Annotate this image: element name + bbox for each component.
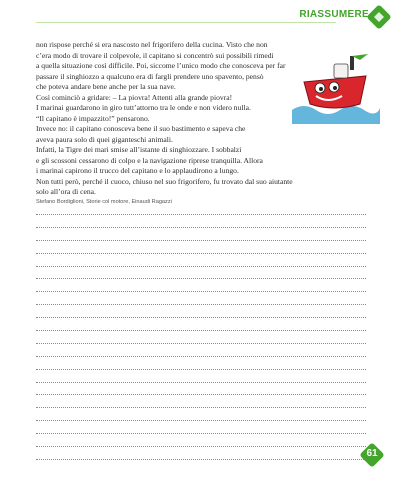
green-diamond-icon (365, 3, 393, 31)
story-line: Non tutti però, perché il cuoco, chiuso nel suo frigorifero, fu trovato dal suo aiutante (36, 176, 293, 186)
writing-line[interactable] (36, 369, 366, 370)
story-line: i marinai capirono il trucco del capitano e lo applaudirono a lungo. (36, 166, 239, 175)
writing-line[interactable] (36, 253, 366, 254)
writing-line[interactable] (36, 330, 366, 331)
story-line: aveva paura solo di quei giganteschi animali. (36, 134, 173, 144)
header-rule (36, 22, 336, 23)
page-number-wrap (359, 442, 385, 468)
story-source: Stefano Bordiglioni, Storie col motore, Einaudi Ragazzi (36, 199, 172, 205)
writing-line[interactable] (36, 278, 366, 279)
writing-line[interactable] (36, 394, 366, 395)
writing-line[interactable] (36, 343, 366, 344)
story-line: e gli scossoni cessarono di colpo e la navigazione riprese tranquilla. Allora (36, 155, 263, 165)
writing-line[interactable] (36, 433, 366, 434)
writing-line[interactable] (36, 382, 366, 383)
page-number: 61 (366, 448, 378, 459)
writing-line[interactable] (36, 317, 366, 318)
writing-line[interactable] (36, 266, 366, 267)
story-line: che poteva andare bene anche per la sua nave. (36, 82, 176, 91)
story-line: Così cominciò a gridare: – La piovra! Attenti alla grande piovra! (36, 92, 233, 102)
story-line: a quella situazione così difficile. Poi, siccome l’unico modo che conosceva per far (36, 61, 286, 70)
story-line: solo all’ora di cena. (36, 187, 96, 196)
story-line: “Il capitano è impazzito!” pensarono. (36, 113, 150, 123)
writing-line[interactable] (36, 240, 366, 241)
story-line: non rispose perché si era nascosto nel frigorifero della cucina. Visto che non (36, 40, 268, 49)
writing-lines (36, 214, 366, 472)
story-line: I marinai guardarono in giro tutt’attorno tra le onde e non videro nulla. (36, 103, 251, 112)
story-line: c’era modo di trovare il colpevole, il capitano si concentrò sui possibili rimedi (36, 50, 274, 60)
writing-line[interactable] (36, 304, 366, 305)
writing-line[interactable] (36, 227, 366, 228)
writing-line[interactable] (36, 459, 366, 460)
writing-line[interactable] (36, 356, 366, 357)
writing-line[interactable] (36, 214, 366, 215)
writing-line[interactable] (36, 420, 366, 421)
story-line: passare il singhiozzo a qualcuno era di fargli prendere uno spavento, pensò (36, 71, 264, 81)
ship-illustration (290, 54, 380, 124)
section-title: RIASSUMERE (299, 9, 369, 20)
story-text (36, 40, 300, 198)
writing-line[interactable] (36, 407, 366, 408)
writing-line[interactable] (36, 446, 366, 447)
story-line: Invece no: il capitano conosceva bene il suo bastimento e sapeva che (36, 124, 246, 133)
writing-line[interactable] (36, 291, 366, 292)
story-line: Infatti, la Tigre dei mari smise all’istante di singhiozzare. I sobbalzi (36, 145, 242, 154)
